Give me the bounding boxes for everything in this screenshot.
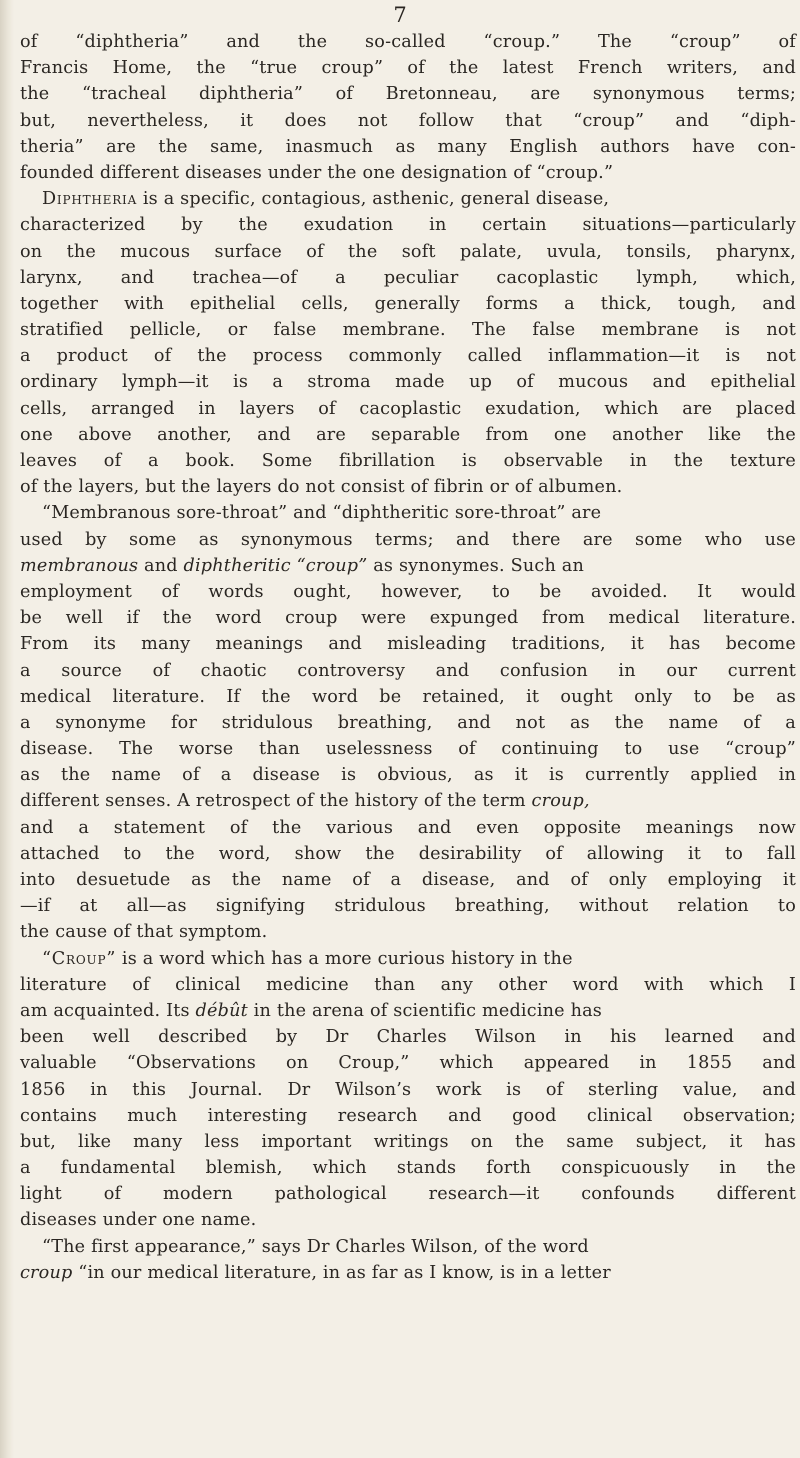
text-line: “Membranous sore-throat” and “diphtheritic sore-throat” are: [42, 503, 602, 524]
text-line: cells, arranged in layers of cacoplastic exudation, which are placed: [20, 398, 796, 419]
text-line: be well if the word croup were expunged from medical literature.: [20, 608, 796, 629]
binding-edge: [0, 0, 14, 1458]
text-line: —if at all—as signifying stridulous breathing, without relation to: [20, 896, 796, 917]
text-fragment: is a specific, contagious, asthenic, general disease,: [137, 189, 610, 210]
small-caps-lead: “Croup”: [42, 948, 117, 969]
text-line: and a statement of the various and even opposite meanings now: [20, 817, 796, 838]
text-line: a synonyme for stridulous breathing, and not as the name of a: [20, 712, 796, 733]
text-line: but, like many less important writings on the same subject, it has: [20, 1131, 796, 1152]
text-line: [20, 186, 796, 212]
text-fragment: in the arena of scientific medicine has: [247, 1000, 603, 1021]
text-line: the “tracheal diphtheria” of Bretonneau, are synonymous terms;: [20, 84, 796, 105]
text-line: theria” are the same, inasmuch as many English authors have con-: [20, 136, 796, 157]
text-line: leaves of a book. Some fibrillation is observable in the texture: [20, 451, 796, 471]
text-fragment: and: [138, 555, 184, 576]
text-fragment: as synonymes. Such an: [367, 555, 584, 576]
text-fragment: different senses. A retrospect of the history of the term: [20, 791, 532, 812]
text-fragment: is a word which has a more curious history in the: [116, 948, 573, 969]
text-line: diseases under one name.: [20, 1210, 257, 1231]
italic-term: croup,: [531, 791, 590, 812]
text-line: [20, 998, 796, 1024]
text-line: of the layers, but the layers do not consist of fibrin or of albumen.: [20, 477, 623, 498]
text-line: one above another, and are separable from one another like the: [20, 424, 796, 445]
text-line: employment of words ought, however, to be avoided. It would: [20, 581, 796, 602]
text-line: light of modern pathological research—it confounds different: [20, 1184, 796, 1205]
text-line: larynx, and trachea—of a peculiar cacoplastic lymph, which,: [20, 267, 796, 288]
page-number: 7: [393, 3, 407, 27]
italic-term: croup: [20, 1262, 73, 1283]
text-line: [20, 1260, 796, 1286]
text-line: used by some as synonymous terms; and there are some who use: [20, 529, 796, 550]
text-line: disease. The worse than uselessness of continuing to use “croup”: [20, 739, 796, 760]
body-text: [20, 29, 796, 1286]
text-line: a fundamental blemish, which stands forth conspicuously in the: [20, 1158, 796, 1179]
text-line: of “diphtheria” and the so-called “croup.” The “croup” of: [20, 32, 796, 52]
text-line: “The first appearance,” says Dr Charles Wilson, of the word: [42, 1236, 589, 1257]
text-fragment: am acquainted. Its: [20, 1000, 196, 1021]
italic-term: diphtheritic “croup”: [183, 555, 368, 576]
text-line: [20, 788, 796, 814]
text-line: a product of the process commonly called inflammation—it is not: [20, 346, 796, 367]
text-line: stratified pellicle, or false membrane. The false membrane is not: [20, 320, 796, 341]
text-line: Francis Home, the “true croup” of the latest French writers, and: [20, 58, 796, 79]
text-line: valuable “Observations on Croup,” which appeared in 1855 and: [20, 1053, 796, 1074]
text-line: 1856 in this Journal. Dr Wilson’s work is of sterling value, and: [20, 1079, 796, 1100]
small-caps-lead: Diphtheria: [42, 189, 138, 210]
text-line: literature of clinical medicine than any other word with which I: [20, 974, 796, 995]
text-line: medical literature. If the word be retained, it ought only to be as: [20, 686, 796, 707]
text-line: been well described by Dr Charles Wilson in his learned and: [20, 1027, 796, 1048]
text-line: into desuetude as the name of a disease, and of only employing it: [20, 870, 796, 890]
italic-term: débût: [195, 1000, 248, 1021]
text-line: contains much interesting research and good clinical observation;: [20, 1105, 796, 1126]
text-line: [20, 946, 796, 972]
text-line: but, nevertheless, it does not follow that “croup” and “diph-: [20, 110, 796, 131]
text-line: a source of chaotic controversy and confusion in our current: [20, 660, 796, 681]
text-line: the cause of that symptom.: [20, 922, 268, 943]
text-line: as the name of a disease is obvious, as it is currently applied in: [20, 765, 796, 786]
text-line: together with epithelial cells, generally forms a thick, tough, and: [20, 293, 796, 314]
text-line: ordinary lymph—it is a stroma made up of mucous and epithelial: [20, 372, 796, 393]
text-fragment: “in our medical literature, in as far as I know, is in a letter: [72, 1262, 611, 1283]
text-line: [20, 553, 796, 579]
text-line: From its many meanings and misleading traditions, it has become: [20, 634, 796, 655]
text-line: on the mucous surface of the soft palate, uvula, tonsils, pharynx,: [20, 241, 796, 262]
text-line: founded different diseases under the one designation of “croup.”: [20, 162, 614, 183]
text-line: characterized by the exudation in certain situations—particularly: [20, 215, 796, 236]
italic-term: membranous: [20, 555, 139, 576]
text-line: attached to the word, show the desirability of allowing it to fall: [20, 843, 796, 864]
